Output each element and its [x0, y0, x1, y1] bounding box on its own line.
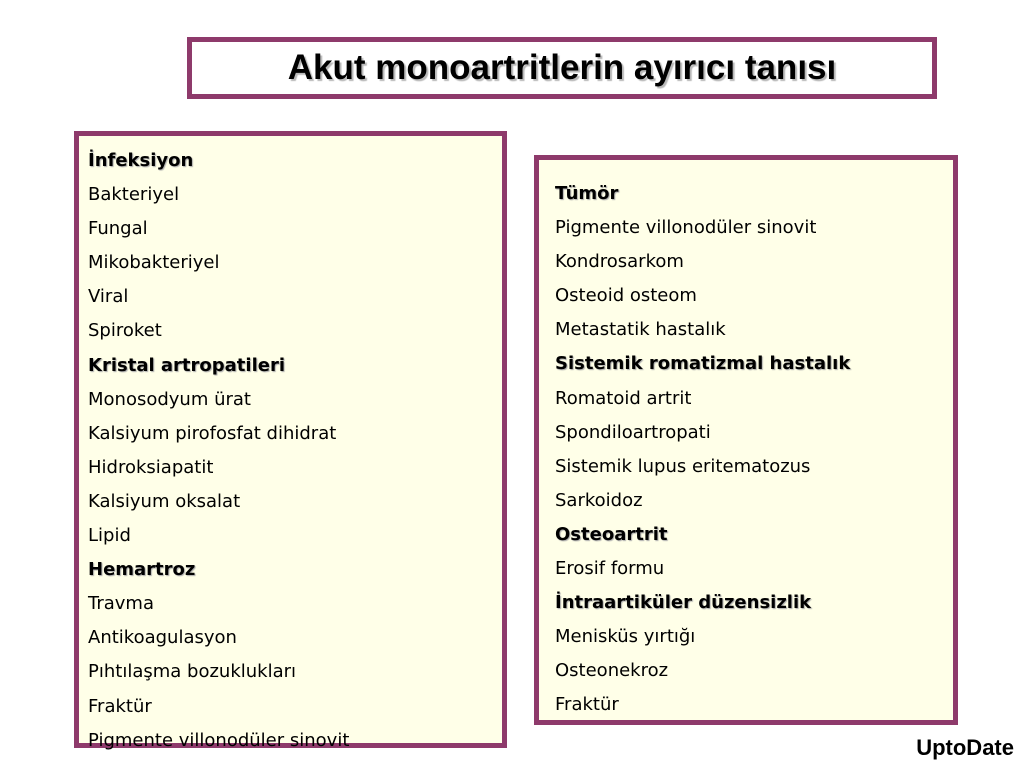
list-item: Spiroket	[88, 320, 162, 342]
list-item: Hidroksiapatit	[88, 456, 214, 478]
list-item: Viral	[88, 286, 129, 308]
list-item: Bakteriyel	[88, 184, 180, 206]
list-item: Spondiloartropati	[555, 421, 711, 443]
list-item: Menisküs yırtığı	[555, 626, 696, 648]
list-item: Pigmente villonodüler sinovit	[88, 729, 350, 751]
list-item: Kalsiyum oksalat	[88, 490, 241, 512]
page-title: Akut monoartritlerin ayırıcı tanısı	[287, 48, 837, 87]
list-item: Fraktür	[88, 695, 152, 717]
category-heading: Hemartroz	[88, 559, 196, 581]
title-box	[187, 37, 937, 99]
list-item: Sarkoidoz	[555, 489, 643, 511]
list-item: Kondrosarkom	[555, 251, 684, 273]
list-item: Mikobakteriyel	[88, 252, 220, 274]
category-heading: Kristal artropatileri	[88, 354, 285, 376]
list-item: Metastatik hastalık	[555, 319, 726, 341]
category-heading: Sistemik romatizmal hastalık	[555, 353, 851, 375]
list-item: Pıhtılaşma bozuklukları	[88, 661, 297, 683]
list-item: Fungal	[88, 218, 148, 240]
list-item: Fraktür	[555, 694, 619, 716]
category-heading: Osteoartrit	[555, 523, 668, 545]
list-item: Romatoid artrit	[555, 387, 692, 409]
list-item: Osteonekroz	[555, 660, 669, 682]
category-heading: Tümör	[555, 183, 619, 204]
list-item: Osteoid osteom	[555, 285, 697, 307]
category-heading: İnfeksiyon	[88, 150, 194, 171]
list-item: Pigmente villonodüler sinovit	[555, 217, 817, 239]
left-panel	[74, 131, 507, 751]
list-item: Monosodyum ürat	[88, 388, 251, 410]
list-item: Travma	[88, 593, 154, 615]
list-item: Antikoagulasyon	[88, 627, 237, 649]
list-item: Erosif formu	[555, 558, 665, 580]
list-item: Kalsiyum pirofosfat dihidrat	[88, 422, 337, 444]
source-credit: UptoDate	[916, 735, 1014, 760]
category-heading: İntraartiküler düzensizlik	[555, 592, 812, 614]
right-panel	[534, 155, 958, 725]
list-item: Sistemik lupus eritematozus	[555, 455, 811, 477]
list-item: Lipid	[88, 525, 131, 547]
